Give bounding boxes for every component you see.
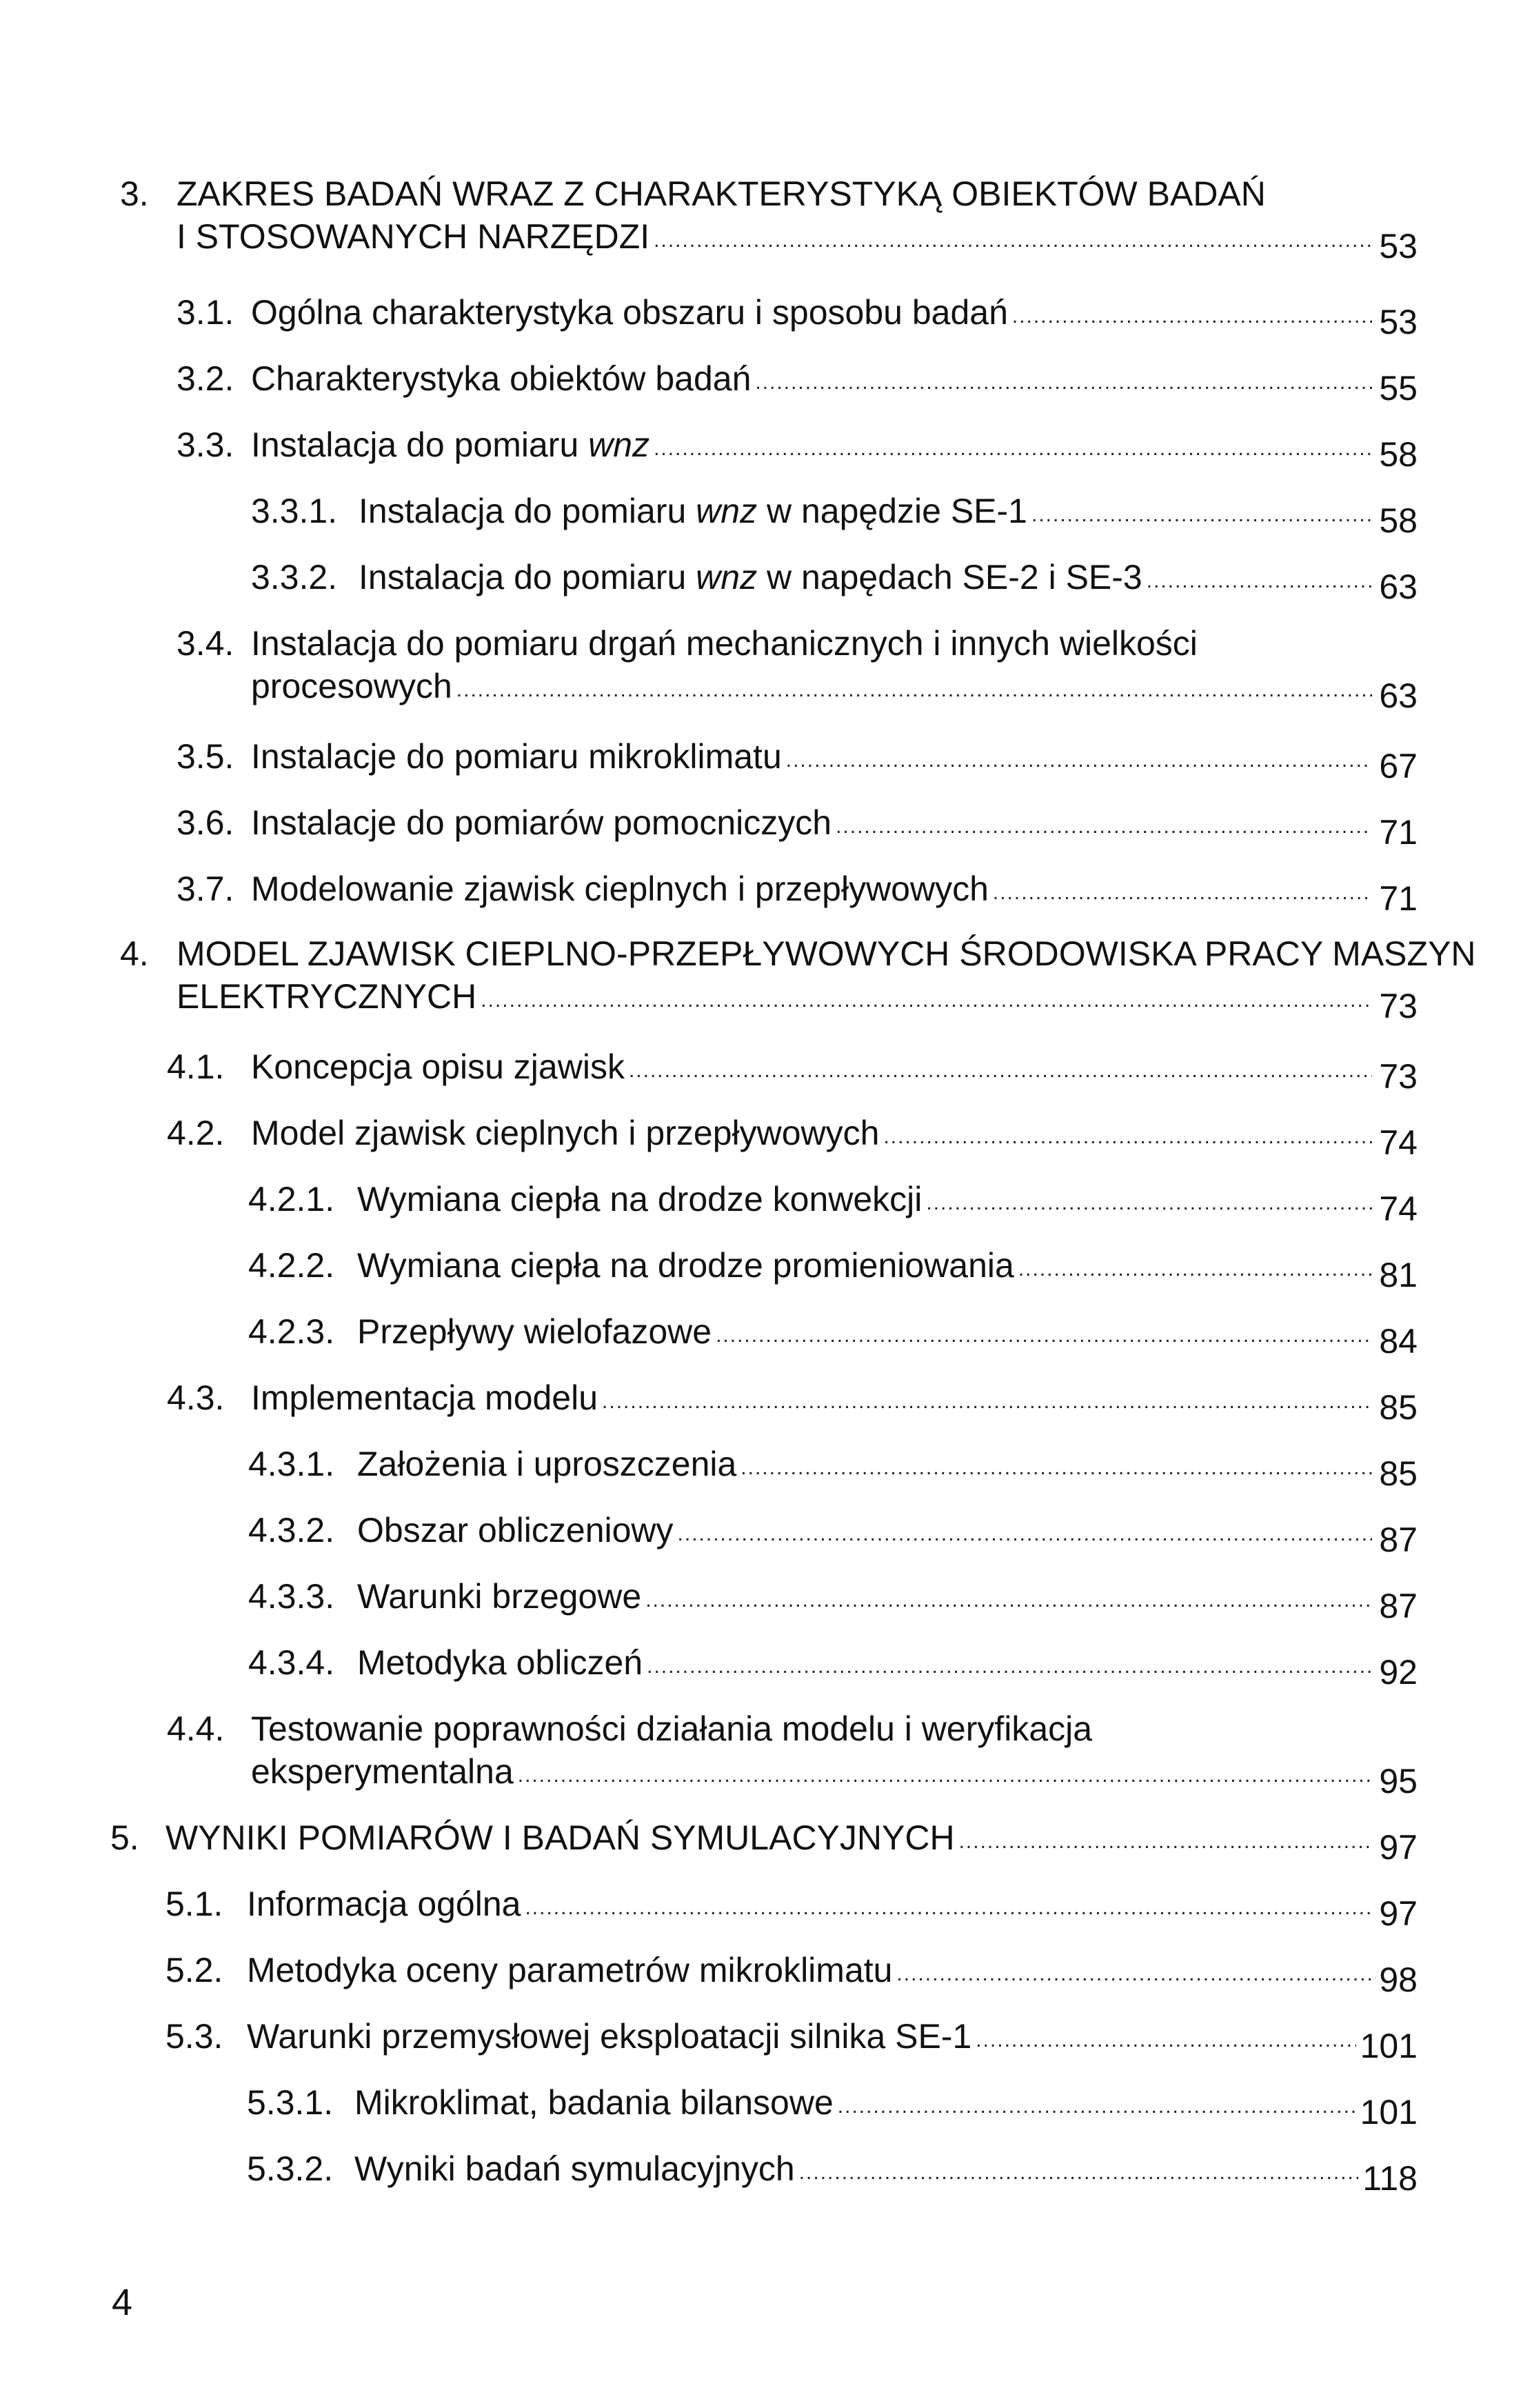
toc-page: 81 [1379,1256,1418,1294]
toc-title: Założenia i uproszczenia [357,1445,737,1483]
toc-title: Instalacja do pomiaru wnz w napędzie SE-1 [359,492,1027,530]
toc-title: Modelowanie zjawisk cieplnych i przepływowych [251,870,989,908]
toc-title: Instalacje do pomiarów pomocniczych [251,803,832,842]
toc-title-line: procesowych [251,667,452,705]
toc-title-line: ELEKTRYCZNYCH [177,977,477,1016]
toc-number: 4.2.3. [248,1312,335,1351]
toc-page: 71 [1379,879,1418,918]
leader-dots [1031,505,1372,525]
leader-dots [926,1193,1372,1214]
toc-number: 3.5. [177,737,234,776]
toc-page: 67 [1379,747,1418,785]
toc-number: 4.3.4. [248,1643,335,1682]
leader-dots [1147,571,1372,592]
toc-title: Model zjawisk cieplnych i przepływowych [251,1114,880,1152]
toc-title: Metodyka obliczeń [357,1643,643,1682]
toc-number: 4.1. [167,1047,225,1086]
leader-dots [525,1898,1372,1918]
toc-number: 5.3.1. [247,2083,334,2122]
toc-title: Wymiana ciepła na drodze konwekcji [357,1180,923,1218]
toc-title: Mikroklimat, badania bilansowe [354,2083,834,2122]
toc-number: 5.3. [165,2017,223,2056]
toc-number: 3.4. [177,624,234,663]
toc-page: 97 [1379,1894,1418,1933]
toc-page: 101 [1360,2027,1418,2065]
toc-number: 5.2. [165,1951,223,1989]
leader-dots [1018,1259,1372,1280]
leader-dots [716,1325,1372,1346]
toc-page: 92 [1379,1653,1418,1692]
toc-number: 3.2. [177,359,234,398]
toc-page: 53 [1379,303,1418,341]
toc-number: 4.3. [167,1378,225,1417]
leader-dots [799,2163,1359,2183]
toc-number: 4.2.2. [248,1246,335,1285]
page-number: 4 [112,2282,133,2323]
toc-page: 74 [1379,1190,1418,1228]
toc-title: Instalacja do pomiaru wnz [251,425,650,464]
toc-page: 63 [1379,568,1418,606]
leader-dots [456,680,1372,701]
toc-page: 73 [1379,987,1418,1025]
toc-page: 58 [1379,501,1418,540]
leader-dots [518,1765,1372,1786]
leader-dots [645,1590,1372,1611]
leader-dots [883,1127,1372,1147]
toc-page: 71 [1379,813,1418,852]
toc-page: 118 [1362,2159,1418,2198]
toc-number: 5.3.2. [247,2149,334,2188]
toc-page: 98 [1379,1960,1418,1999]
toc-number: 3.1. [177,293,234,332]
toc-title: Charakterystyka obiektów badań [251,359,752,398]
toc-title: Informacja ogólna [247,1885,521,1923]
toc-title: Warunki przemysłowej eksploatacji silnika SE-1 [247,2017,972,2056]
toc-title-line: ZAKRES BADAŃ WRAZ Z CHARAKTERYSTYKĄ OBIEKTÓW BADAŃ [177,174,1266,213]
toc-number: 3.3.2. [251,558,338,596]
toc-page: 85 [1379,1454,1418,1493]
toc-number: 5.1. [165,1885,223,1923]
leader-dots [654,439,1372,459]
toc-title: Wymiana ciepła na drodze promieniowania [357,1246,1014,1285]
toc-number: 3.7. [177,870,234,908]
toc-page: 101 [1360,2093,1418,2131]
toc-number: 3.3. [177,425,234,464]
toc-number: 4. [120,934,149,973]
leader-dots [647,1656,1372,1677]
toc-page: 53 [1379,227,1418,265]
toc-title: Ogólna charakterystyka obszaru i sposobu badań [251,293,1008,332]
toc-page: 85 [1379,1388,1418,1427]
leader-dots [629,1061,1372,1081]
toc-number: 3.6. [177,803,234,842]
toc-page: 55 [1379,369,1418,408]
toc-title-line: Testowanie poprawności działania modelu i weryfikacja [251,1709,1093,1748]
leader-dots [993,883,1372,903]
leader-dots [678,1524,1372,1545]
toc-number: 5. [110,1818,139,1857]
toc-page: 95 [1379,1762,1418,1800]
leader-dots [896,1964,1372,1985]
leader-dots [838,2096,1356,2117]
toc-page: 84 [1379,1322,1418,1361]
toc-number: 4.3.1. [248,1445,335,1483]
toc-title: Wyniki badań symulacyjnych [354,2149,795,2188]
toc-number: 4.2.1. [248,1180,335,1218]
toc-title: Instalacje do pomiaru mikroklimatu [251,737,782,776]
toc-title-line: Instalacja do pomiaru drgań mechanicznych i innych wielkości [251,624,1198,663]
leader-dots [740,1458,1372,1478]
leader-dots [1012,306,1372,327]
leader-dots [786,750,1372,771]
toc-title: Przepływy wielofazowe [357,1312,712,1351]
toc-page: 87 [1379,1587,1418,1625]
toc-title: Obszar obliczeniowy [357,1511,674,1549]
toc-title: Implementacja modelu [251,1378,598,1417]
toc-page: 97 [1379,1828,1418,1867]
toc-title: Metodyka oceny parametrów mikroklimatu [247,1951,893,1989]
toc-number: 3.3.1. [251,492,338,530]
leader-dots [602,1392,1372,1412]
toc-title-line: MODEL ZJAWISK CIEPLNO-PRZEPŁYWOWYCH ŚRODOWISKA PRACY MASZYN [177,934,1476,973]
toc-page: 63 [1379,676,1418,715]
toc-title-line: eksperymentalna [251,1752,514,1791]
toc-title: Warunki brzegowe [357,1577,642,1616]
toc-title: Koncepcja opisu zjawisk [251,1047,625,1086]
toc-page: 74 [1379,1123,1418,1162]
leader-dots [976,2030,1355,2051]
leader-dots [959,1832,1372,1852]
toc-number: 3. [120,174,149,213]
leader-dots [481,990,1372,1011]
toc-title: Instalacja do pomiaru wnz w napędach SE-2 i SE-3 [359,558,1142,596]
toc-page: 58 [1379,435,1418,474]
toc-title: WYNIKI POMIARÓW I BADAŃ SYMULACYJNYCH [165,1818,955,1857]
toc-number: 4.3.2. [248,1511,335,1549]
toc-number: 4.4. [167,1709,225,1748]
toc-number: 4.2. [167,1114,225,1152]
toc-number: 4.3.3. [248,1577,335,1616]
toc-page: 73 [1379,1057,1418,1096]
toc-page: 87 [1379,1521,1418,1559]
leader-dots [755,372,1372,393]
leader-dots [836,816,1372,837]
leader-dots [654,230,1372,251]
toc-title-line: I STOSOWANYCH NARZĘDZI [177,217,650,256]
